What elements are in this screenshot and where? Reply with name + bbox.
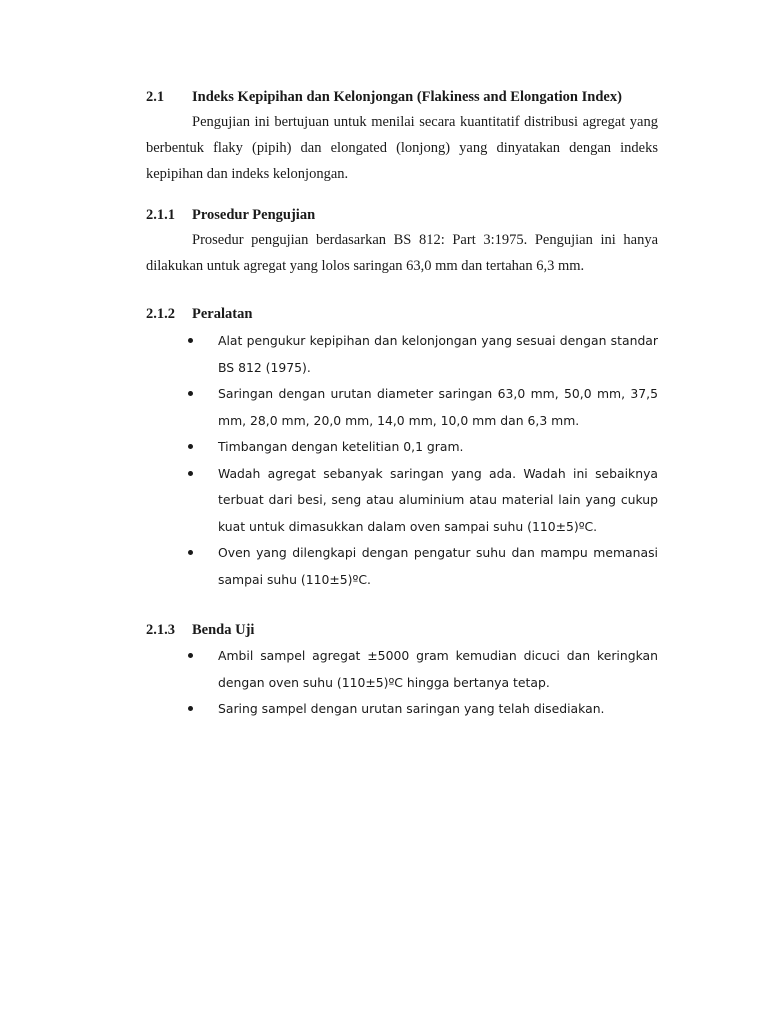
bullet-icon <box>188 471 193 476</box>
bullet-icon <box>188 338 193 343</box>
section-paragraph: Pengujian ini bertujuan untuk menilai secara kuantitatif distribusi agregat yang berbentuk flaky (pipih) dan elongated (lonjong) yang dinyatakan dengan indeks kepipihan dan indeks kelonjongan. <box>146 114 658 182</box>
section-title: Benda Uji <box>192 622 255 638</box>
equipment-list <box>186 328 658 593</box>
section-heading <box>146 207 315 224</box>
section-heading <box>146 306 252 323</box>
list-item: Oven yang dilengkapi dengan pengatur suhu dan mampu memanasi sampai suhu (110±5)ºC. <box>186 540 658 593</box>
bullet-icon <box>188 550 193 555</box>
section-number: 2.1.1 <box>146 207 175 223</box>
list-item: Ambil sampel agregat ±5000 gram kemudian dicuci dan keringkan dengan oven suhu (110±5)ºC hingga bertanya tetap. <box>186 643 658 696</box>
section-title: Prosedur Pengujian <box>192 207 316 223</box>
bullet-icon <box>188 653 193 658</box>
section-paragraph: Prosedur pengujian berdasarkan BS 812: Part 3:1975. Pengujian ini hanya dilakukan untuk agregat yang lolos saringan 63,0 mm dan tertahan 6,3 mm. <box>146 232 658 274</box>
section-number: 2.1 <box>146 89 165 105</box>
section-heading <box>146 622 254 639</box>
list-item: Alat pengukur kepipihan dan kelonjongan yang sesuai dengan standar BS 812 (1975). <box>186 328 658 381</box>
list-item: Saringan dengan urutan diameter saringan 63,0 mm, 50,0 mm, 37,5 mm, 28,0 mm, 20,0 mm, 14,0 mm, 10,0 mm dan 6,3 mm. <box>186 381 658 434</box>
bullet-icon <box>188 391 193 396</box>
section-heading <box>146 89 622 106</box>
list-item: Timbangan dengan ketelitian 0,1 gram. <box>186 434 658 461</box>
list-item: Saring sampel dengan urutan saringan yang telah disediakan. <box>186 696 658 723</box>
bullet-icon <box>188 444 193 449</box>
sample-list <box>186 643 658 723</box>
section-number: 2.1.2 <box>146 306 175 322</box>
section-title: Peralatan <box>192 306 253 322</box>
section-title: Indeks Kepipihan dan Kelonjongan (Flakiness and Elongation Index) <box>192 89 622 105</box>
bullet-icon <box>188 706 193 711</box>
section-number: 2.1.3 <box>146 622 175 638</box>
list-item: Wadah agregat sebanyak saringan yang ada. Wadah ini sebaiknya terbuat dari besi, seng atau aluminium atau material lain yang cukup kuat untuk dimasukkan dalam oven sampai suhu (110±5)ºC. <box>186 461 658 541</box>
